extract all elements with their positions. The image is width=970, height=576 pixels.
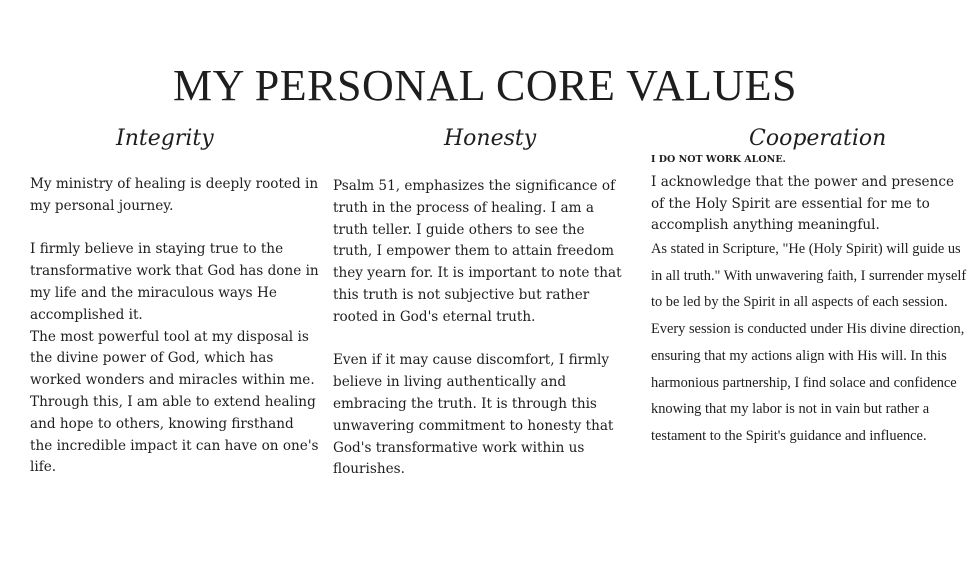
value-kicker-cooperation: I DO NOT WORK ALONE. bbox=[651, 154, 786, 165]
value-body-honesty bbox=[333, 176, 628, 481]
paragraph: The most powerful tool at my disposal is the divine power of God, which has worked wonders and miracles within me. bbox=[30, 328, 315, 389]
value-body-integrity bbox=[30, 174, 320, 479]
paragraph: Through this, I am able to extend healing and hope to others, knowing firsthand the incredible impact it can have on one's life. bbox=[30, 393, 319, 476]
paragraph: My ministry of healing is deeply rooted in my personal journey. bbox=[30, 176, 319, 214]
value-heading-honesty: Honesty bbox=[444, 126, 537, 151]
paragraph: Psalm 51, emphasizes the significance of truth in the process of healing. I am a truth teller. I guide others to see the truth, I empower them to attain freedom they yearn for. It is important to note that this truth is not subjective but rather rooted in God's eternal truth. bbox=[333, 178, 622, 325]
paragraph: Even if it may cause discomfort, I firmly believe in living authentically and embracing the truth. It is through this unwavering commitment to honesty that God's transformative work within us flourishes. bbox=[333, 352, 614, 478]
value-heading-cooperation: Cooperation bbox=[749, 126, 887, 151]
paragraph: I firmly believe in staying true to the transformative work that God has done in my life and the miraculous ways He accomplished it. bbox=[30, 241, 319, 323]
paragraph: I acknowledge that the power and presence of the Holy Spirit are essential for me to accomplish anything meaningful. bbox=[651, 174, 955, 233]
value-lead-cooperation bbox=[651, 172, 970, 237]
page-title: MY PERSONAL CORE VALUES bbox=[173, 61, 797, 110]
value-heading-integrity: Integrity bbox=[116, 126, 214, 151]
paragraph: As stated in Scripture, "He (Holy Spirit) will guide us in all truth." With unwavering faith, I surrender myself to be led by the Spirit in all aspects of each session. bbox=[651, 241, 967, 311]
paragraph-spacer bbox=[30, 218, 320, 240]
paragraph: Every session is conducted under His divine direction, ensuring that my actions align with His will. In this harmonious partnership, I find solace and confidence knowing that my labor is not in vain but rather a testament to the Spirit's guidance and influence. bbox=[651, 321, 965, 444]
paragraph-spacer bbox=[333, 329, 628, 351]
value-body-cooperation bbox=[651, 236, 970, 450]
